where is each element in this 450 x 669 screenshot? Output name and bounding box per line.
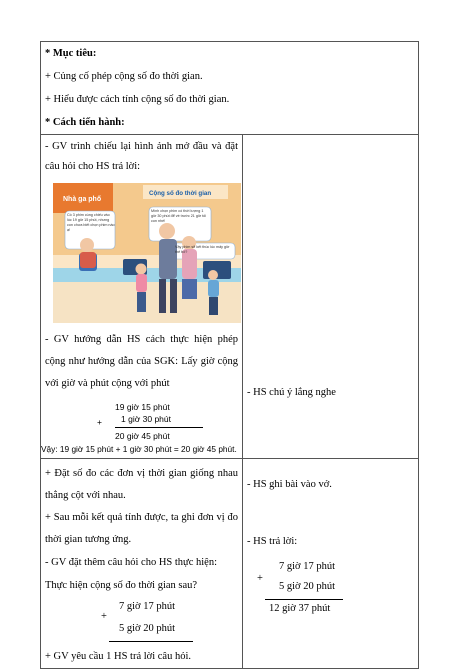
exercise-row-2: 5 giờ 20 phút [119, 623, 176, 634]
cinema-sign: Nhà ga phố [63, 196, 102, 203]
student-result: 12 giờ 37 phút [269, 603, 331, 614]
speech-bubble-1: Có 3 phim cùng chiếu vào lúc 19 giờ 15 phút, nhưng con chưa biết chọn phim nào ạ! [67, 213, 115, 232]
student-practice-column [243, 459, 419, 669]
textbook-illustration [53, 183, 241, 323]
lesson-table [40, 41, 419, 669]
plus-sign: + [97, 417, 102, 427]
teacher-extra: - GV đặt thêm câu hỏi cho HS thực hiện: [45, 557, 218, 568]
objectives-row [41, 42, 419, 135]
example-row-2: 1 giờ 30 phút [121, 414, 171, 424]
student-row-2: 5 giờ 20 phút [279, 581, 336, 592]
teacher-column [41, 135, 243, 459]
objective-item: + Hiểu được cách tính cộng số đo thời gian. [45, 94, 230, 105]
spacer [247, 496, 414, 530]
plus-sign: + [257, 573, 263, 584]
student-spacer-top [247, 135, 414, 381]
student-calculation [247, 553, 414, 619]
example-result: 20 giờ 45 phút [115, 431, 170, 441]
plus-sign: + [101, 611, 107, 622]
sum-line [115, 427, 203, 428]
activity-row [41, 135, 419, 459]
practice-row [41, 459, 419, 669]
teacher-task: Thực hiện cộng số đo thời gian sau? [45, 580, 198, 591]
student-write: - HS ghi bài vào vở. [247, 479, 332, 490]
example-row-1: 19 giờ 15 phút [115, 402, 170, 412]
objective-item: + Củng cố phép cộng số đo thời gian. [45, 71, 203, 82]
student-column [243, 135, 419, 459]
example-conclusion: Vậy: 19 giờ 15 phút + 1 giờ 30 phút = 20 giờ 45 phút. [41, 444, 237, 454]
teacher-intro: - GV trình chiếu lại hình ảnh mở đầu và đặt câu hỏi cho HS trả lời: [45, 141, 238, 172]
exercise-row-1: 7 giờ 17 phút [119, 601, 176, 612]
illustration-title: Cộng số đo thời gian [149, 190, 212, 197]
objectives-heading: * Mục tiêu: [45, 48, 97, 59]
teacher-note-2: + Sau mỗi kết quả tính được, ta ghi đơn vị đo thời gian tương ứng. [45, 512, 238, 545]
speech-bubble-2: Mình chọn phim có thời lượng 1 giờ 30 phút để về trước 21 giờ tối con nhé! [151, 209, 207, 223]
student-answer-label: - HS trả lời: [247, 536, 298, 547]
teacher-note-1: + Đặt số đo các đơn vị thời gian giống nhau thẳng cột với nhau. [45, 468, 238, 501]
example-calculation [45, 401, 238, 443]
teacher-final: + GV yêu cầu 1 HS trả lời câu hỏi. [45, 651, 192, 662]
exercise-calculation [45, 597, 238, 645]
lesson-page [40, 41, 418, 669]
student-row-1: 7 giờ 17 phút [279, 561, 336, 572]
speech-bubble-3: Vậy phim sẽ kết thúc lúc mấy giờ thế bố? [175, 245, 230, 254]
sum-line [109, 641, 193, 642]
teacher-practice-column [41, 459, 243, 669]
spacer [247, 459, 414, 473]
procedure-heading: * Cách tiến hành: [45, 117, 125, 128]
teacher-guide: - GV hướng dẫn HS cách thực hiện phép cộng như hướng dẫn của SGK: Lấy giờ cộng với giờ và phút cộng với phút [45, 334, 238, 389]
student-listen: - HS chú ý lắng nghe [247, 387, 336, 398]
